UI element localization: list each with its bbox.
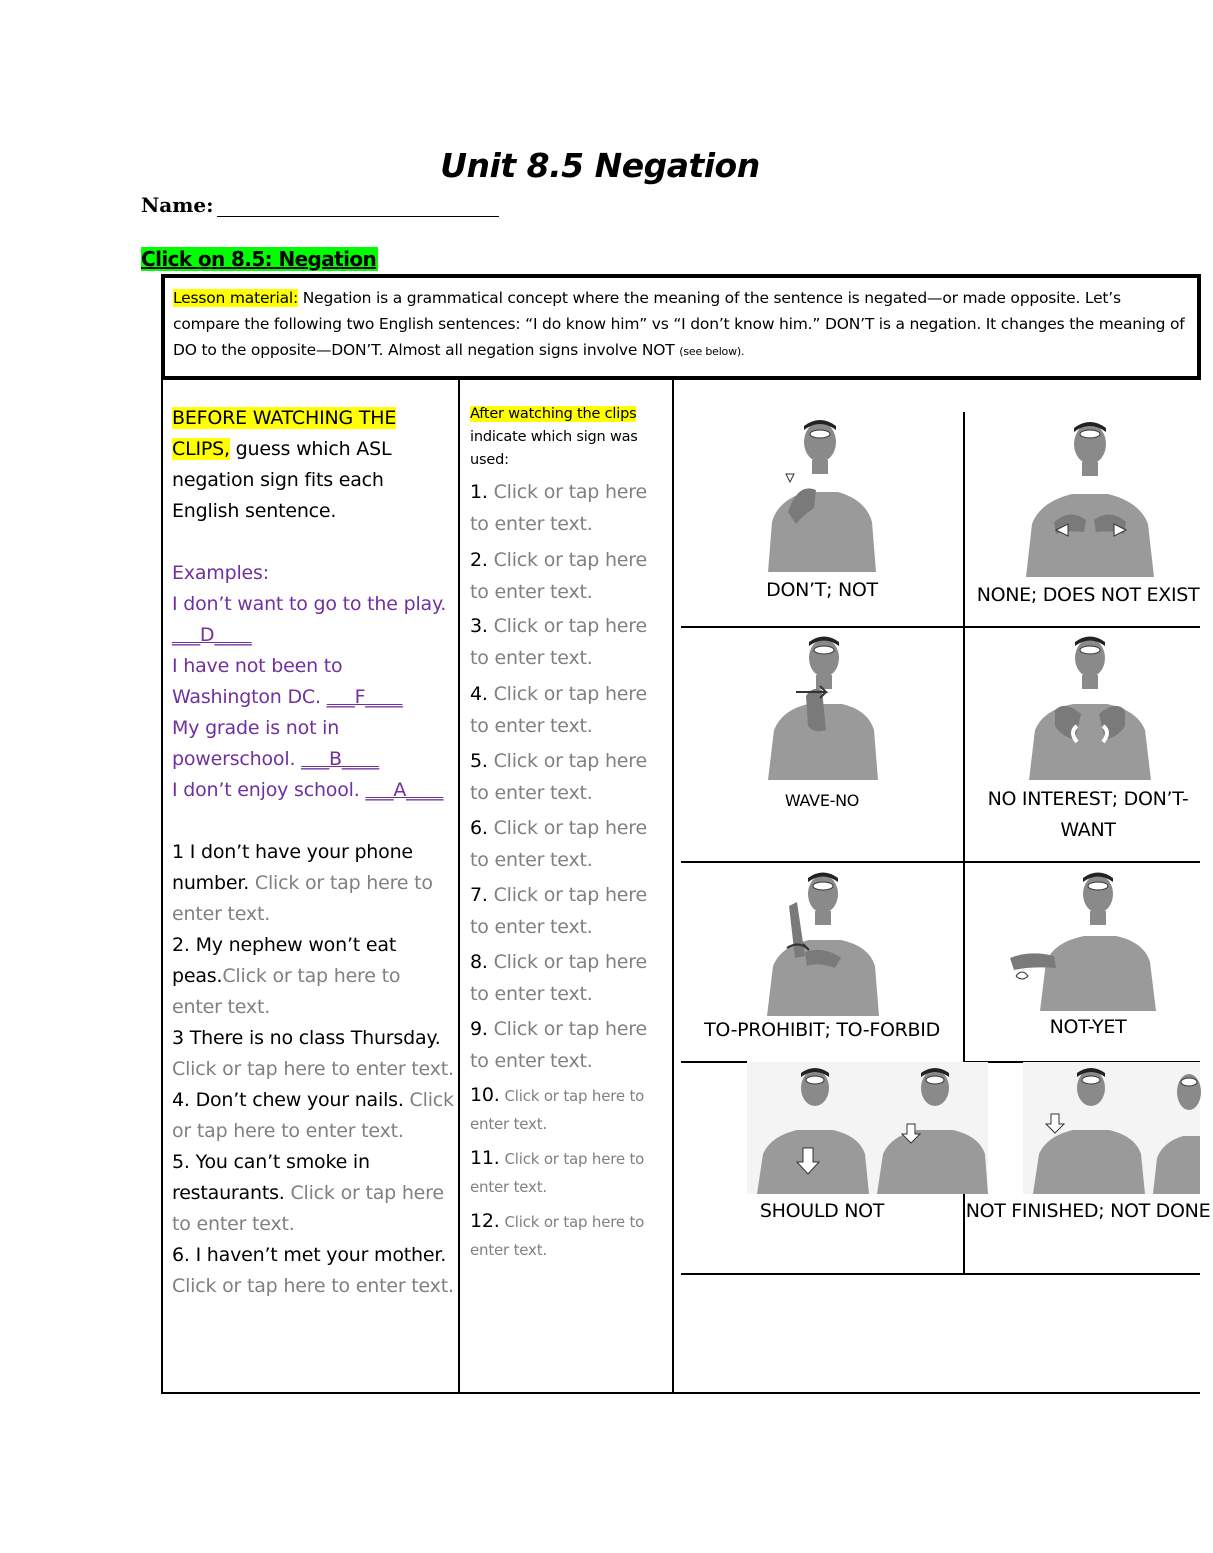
example-2: I have not been to Washington DC. ___F____ xyxy=(172,655,403,708)
sign-answer-2[interactable]: 2. Click or tap here to enter text. xyxy=(470,549,647,603)
sign-label-8: NOT FINISHED; NOT DONE xyxy=(965,1200,1211,1222)
sign-label-6: NOT-YET xyxy=(1049,1016,1127,1038)
sign-answer-3[interactable]: 3. Click or tap here to enter text. xyxy=(470,615,647,669)
sign-label-3: WAVE-NO xyxy=(784,791,860,810)
sign-figure-none xyxy=(1020,412,1160,577)
sign-label-7: SHOULD NOT xyxy=(759,1200,885,1222)
example-3: My grade is not in powerschool. ___B____ xyxy=(172,717,380,770)
sign-figure-prohibit xyxy=(765,866,880,1016)
sentence-6: 6. I haven’t met your mother. Click or tap here to enter text. xyxy=(172,1244,454,1297)
see-below-note: (see below). xyxy=(679,345,745,358)
before-instructions xyxy=(172,403,454,527)
sign-figure-dont-not xyxy=(758,412,884,572)
sign-label-2: NONE; DOES NOT EXIST xyxy=(976,584,1200,606)
sign-label-4: NO INTEREST; DON’T-WANT xyxy=(987,788,1189,841)
sign-answer-9[interactable]: 9. Click or tap here to enter text. xyxy=(470,1018,647,1072)
sign-grid-row-4 xyxy=(681,1273,1200,1275)
sign-grid-row-1 xyxy=(681,626,1200,628)
sign-answer-7[interactable]: 7. Click or tap here to enter text. xyxy=(470,884,647,938)
answer-field-4[interactable]: Click or tap here to enter text. xyxy=(172,1089,454,1142)
sentence-1: 1 I don’t have your phone number. Click or tap here to enter text. xyxy=(172,841,433,925)
table-border-left xyxy=(161,378,163,1393)
sign-answer-6[interactable]: 6. Click or tap here to enter text. xyxy=(470,817,647,871)
lesson-text xyxy=(173,285,1189,365)
sign-answer-11[interactable]: 11. Click or tap here to enter text. xyxy=(470,1147,645,1196)
lesson-link[interactable]: Click on 8.5: Negation xyxy=(141,247,377,271)
sign-label-1: DON’T; NOT xyxy=(766,579,878,601)
page-title: Unit 8.5 Negation xyxy=(440,146,760,185)
sentence-4: 4. Don’t chew your nails. Click or tap here to enter text. xyxy=(172,1089,454,1142)
sign-answer-5[interactable]: 5. Click or tap here to enter text. xyxy=(470,750,647,804)
name-field[interactable] xyxy=(217,216,499,217)
lesson-label: Lesson material: xyxy=(173,289,299,307)
lesson-material-box xyxy=(161,274,1201,380)
sign-grid-row-3a xyxy=(681,1061,747,1063)
answer-field-6[interactable]: Click or tap here to enter text. xyxy=(172,1275,454,1297)
example-4: I don’t enjoy school. ___A____ xyxy=(172,779,444,801)
before-highlight: BEFORE WATCHING THE CLIPS, xyxy=(172,407,397,460)
sign-answer-12[interactable]: 12. Click or tap here to enter text. xyxy=(470,1210,645,1259)
sign-figure-not-finished xyxy=(1023,1062,1200,1194)
after-instructions: After watching the clips indicate which sign was used: xyxy=(470,406,638,468)
sign-figure-not-yet xyxy=(1010,866,1160,1011)
sign-label-5: TO-PROHIBIT; TO-FORBID xyxy=(704,1019,940,1041)
answer-field-1[interactable]: Click or tap here to enter text. xyxy=(172,872,433,925)
after-column xyxy=(470,403,668,1264)
sign-grid-row-2 xyxy=(681,861,1200,863)
sentence-3: 3 There is no class Thursday. Click or tap here to enter text. xyxy=(172,1027,454,1080)
table-divider-2 xyxy=(672,378,674,1393)
sign-answer-8[interactable]: 8. Click or tap here to enter text. xyxy=(470,951,647,1005)
name-label: Name: xyxy=(141,193,214,217)
table-divider-1 xyxy=(458,378,460,1393)
sign-answer-1[interactable]: 1. Click or tap here to enter text. xyxy=(470,481,647,535)
sign-answer-4[interactable]: 4. Click or tap here to enter text. xyxy=(470,683,647,737)
sentence-2: 2. My nephew won’t eat peas.Click or tap here to enter text. xyxy=(172,934,401,1018)
before-instructions-text: guess which ASL negation sign fits each English sentence. xyxy=(172,438,392,522)
table-border-bottom xyxy=(161,1392,1200,1394)
answer-field-5[interactable]: Click or tap here to enter text. xyxy=(172,1182,444,1235)
example-1: I don’t want to go to the play. ___D____ xyxy=(172,593,447,646)
guess-column xyxy=(172,403,454,1297)
sign-answer-10[interactable]: 10. Click or tap here to enter text. xyxy=(470,1084,645,1133)
sentence-5: 5. You can’t smoke in restaurants. Click or tap here to enter text. xyxy=(172,1151,444,1235)
sign-figure-should-not xyxy=(747,1062,988,1194)
lesson-body: Negation is a grammatical concept where the meaning of the sentence is negated—or made opposite. Let’s compare the following two English sentences: “I do know him” vs “I don’t know him.” DON’T is a negation. It changes the meaning of DO to the opposite—DON’T. Almost all negation signs involve NOT xyxy=(173,289,1185,359)
answer-field-3[interactable]: Click or tap here to enter text. xyxy=(172,1058,454,1080)
examples-label: Examples: xyxy=(172,562,269,584)
answer-field-2[interactable]: Click or tap here to enter text. xyxy=(172,965,401,1018)
sign-figure-wave-no xyxy=(768,630,878,780)
sign-grid-divider xyxy=(963,412,965,1062)
sign-figure-no-interest xyxy=(1025,630,1155,780)
